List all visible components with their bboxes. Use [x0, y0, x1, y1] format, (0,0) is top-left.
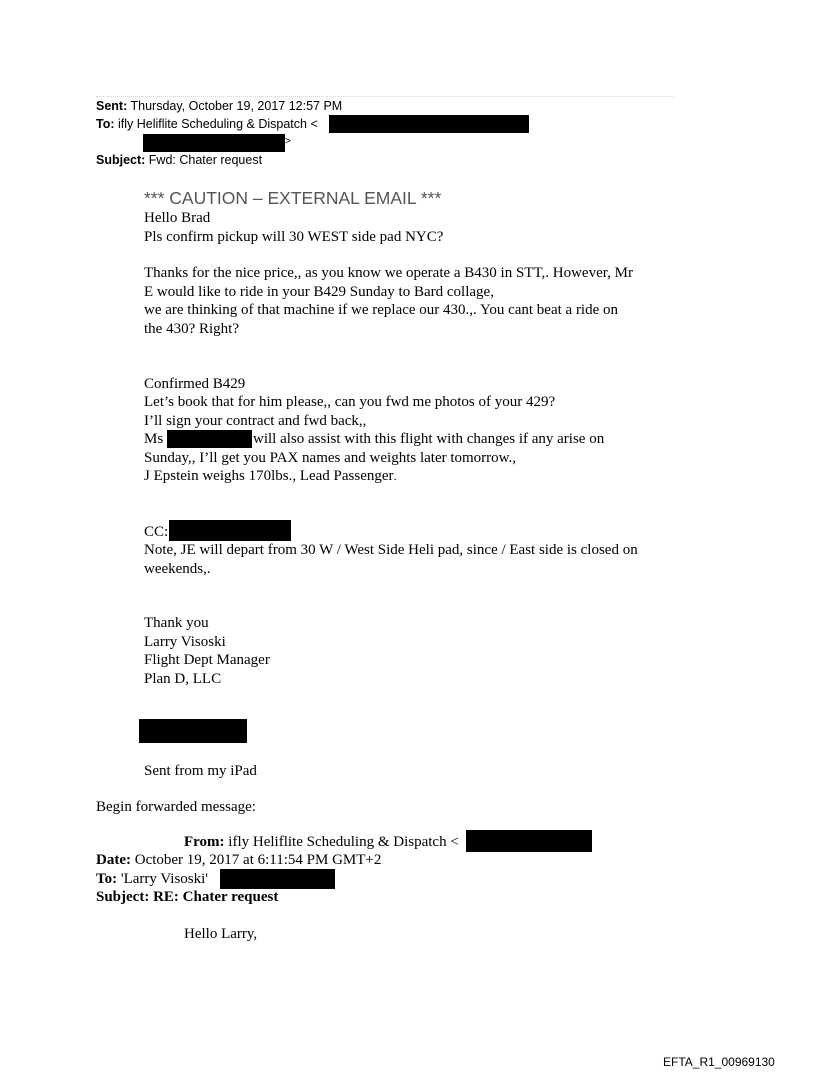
body-line: Let’s book that for him please,, can you fwd me photos of your 429?	[144, 394, 556, 410]
fwd-from-label: From:	[184, 834, 225, 850]
signature-line: Plan D, LLC	[144, 671, 222, 687]
fwd-date-line	[96, 851, 381, 870]
body-line: Confirmed B429	[144, 376, 246, 392]
fwd-date-value: October 19, 2017 at 6:11:54 PM GMT+2	[134, 852, 382, 868]
body-line	[144, 467, 397, 486]
signature-line: Flight Dept Manager	[144, 652, 270, 668]
sent-value: Thursday, October 19, 2017 12:57 PM	[130, 99, 343, 113]
fwd-subject-value: RE: Chater request	[153, 889, 279, 905]
signature-line: Thank you	[144, 615, 209, 631]
subject-label: Subject:	[96, 153, 146, 167]
body-line: Pls confirm pickup will 30 WEST side pad NYC?	[144, 229, 444, 245]
body-line: I’ll sign your contract and fwd back,,	[144, 413, 367, 429]
redaction	[220, 869, 335, 889]
fwd-subject-label: Subject:	[96, 889, 150, 905]
redaction	[466, 830, 592, 852]
header-divider	[96, 96, 674, 97]
cc-label: CC:	[144, 524, 169, 540]
sent-from: Sent from my iPad	[144, 763, 257, 779]
redaction	[169, 520, 291, 541]
body-line: Sunday,, I’ll get you PAX names and weights later tomorrow.,	[144, 450, 517, 466]
fwd-greeting: Hello Larry,	[184, 926, 258, 942]
body-line: the 430? Right?	[144, 321, 239, 337]
fwd-to-label: To:	[96, 871, 118, 887]
subject-line	[96, 153, 262, 168]
subject-value: Fwd: Chater request	[148, 153, 263, 167]
fwd-from-value: ifly Heliflite Scheduling & Dispatch <	[228, 834, 459, 850]
fwd-date-label: Date:	[96, 852, 131, 868]
body-line: E would like to ride in your B429 Sunday to Bard collage,	[144, 284, 494, 300]
body-line: Thanks for the nice price,, as you know we operate a B430 in STT,. However, Mr	[144, 265, 633, 281]
sent-label: Sent:	[96, 99, 128, 113]
to-value: ifly Heliflite Scheduling & Dispatch <	[118, 117, 318, 131]
redaction	[139, 719, 247, 743]
redaction	[143, 134, 285, 152]
to-line	[96, 117, 318, 132]
body-line: we are thinking of that machine if we replace our 430.,. You cant beat a ride on	[144, 302, 619, 318]
body-text: J Epstein weighs 170lbs., Lead Passenger	[144, 468, 394, 484]
fwd-to-value: 'Larry Visoski'	[120, 871, 209, 887]
to-close: >	[285, 136, 291, 147]
body-line: Note, JE will depart from 30 W / West Side Heli pad, since / East side is closed on	[144, 542, 638, 558]
to-label: To:	[96, 117, 115, 131]
sent-line	[96, 99, 342, 114]
body-line: will also assist with this flight with changes if any arise on	[253, 431, 605, 447]
document-id: EFTA_R1_00969130	[663, 1055, 775, 1069]
fwd-subject-line	[96, 888, 278, 907]
fwd-to-line	[96, 870, 208, 889]
redaction	[167, 430, 252, 448]
body-line: weekends,.	[144, 561, 211, 577]
redaction	[329, 115, 529, 133]
body-text: .	[393, 469, 397, 483]
signature-line: Larry Visoski	[144, 634, 226, 650]
forward-intro: Begin forwarded message:	[96, 799, 256, 815]
caution-banner: *** CAUTION – EXTERNAL EMAIL ***	[144, 188, 442, 208]
body-line: Hello Brad	[144, 210, 211, 226]
body-line: Ms	[144, 431, 164, 447]
fwd-from-line	[184, 833, 459, 852]
